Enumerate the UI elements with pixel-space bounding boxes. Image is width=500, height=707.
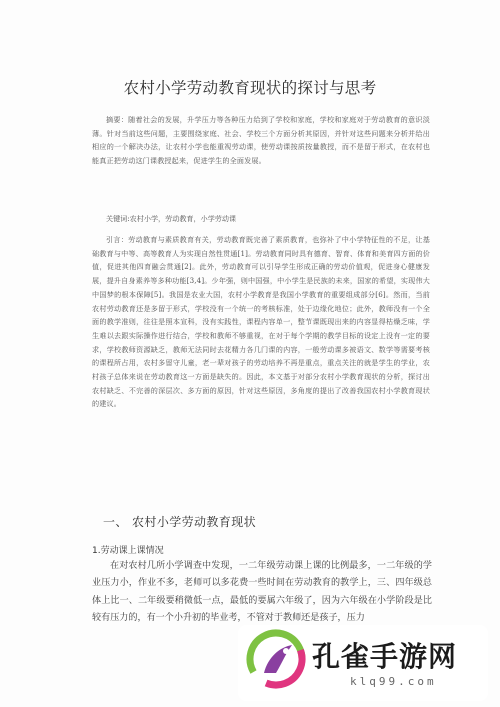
- subsection-heading: 1.劳动课上课情况: [92, 546, 164, 556]
- watermark-site-url: klq99.com: [350, 675, 437, 688]
- peacock-logo-icon: [246, 629, 306, 689]
- body-paragraph: 在对农村几所小学调查中发现，一二年级劳动课上课的比例最多，一二年级的学业压力小，作业不多，老师可以多花费一些时间在劳动教育的教学上，三、四年级总体上比一、二年级要稍微低一点，最低的要属六年级了，因为六年级在小学阶段是比较有压力的，有一个小升初的毕业考，不管对于教师还是孩子，压力: [92, 561, 432, 623]
- abstract-paragraph: 摘要：随着社会的发展，升学压力等各种压力给到了学校和家庭，学校和家庭对于劳动教育的意识淡薄。针对当前这些问题，主要围绕家庭、社会、学校三个方面分析其原因，并针对这些问题来分析并给出相应的一个解决办法，让农村小学也能重视劳动课，使劳动课按质按量教授，而不是留于形式，在农村也能真正把劳动这门课教授起来，促进学生的全面发展。: [92, 115, 430, 166]
- site-watermark: [238, 625, 488, 701]
- section-heading: 一、 农村小学劳动教育现状: [103, 515, 257, 529]
- introduction-paragraph: 引言：劳动教育与素质教育有关，劳动教育既完善了素质教育，也弥补了中小学特征性的不足，让基础教育与中等、高等教育人为实现自然性贯通[1]。劳动教育同时具有德育、智育、体育和美育四方面的价值，促进其他四育融会贯通[2]。此外，劳动教育可以引导学生形成正确的劳动价值观，促进身心健康发展，提升自身素养等多种功能[3,4]。少年强，则中国强，中小学生是民族的未来，国家的希望，实现伟大中国梦的根本保障[5]。我国是农业大国，农村小学教育是我国小学教育的重要组成部分[6]。然而，当前农村劳动教育还是多留于形式，学校没有一个统一的考核标准，处于边缘化地位；此外，教师没有一个全面的教学准则，往往是照本宣科，没有实践性，课程内容单一，整节课既现出来的内容显得枯燥乏味，学生难以去跟实际操作进行结合，学校和教师不够重视，在对于每个学期的教学目标的设定上没有一定的要求，学校教师资源缺乏，教师无法同时去花精力各几门课的内容，一般劳动课多被语文、数学等需要考核的课程所占用，农村多留守儿童，老一辈对孩子的劳动培养不再是重点，重点关注的就是学生的学业，农村孩子总体来说在劳动教育这一方面是缺失的。因此，本文基于对部分农村小学教育现状的分析，探讨出农村缺乏、不完善的深层次、多方面的原因，针对这些原因，多角度的提出了改善我国农村小学教育现状的建议。: [92, 235, 430, 409]
- keywords-line: 关键词:农村小学，劳动教育，小学劳动课: [106, 214, 237, 223]
- watermark-site-name: 孔雀手游网: [312, 640, 458, 673]
- document-title: 农村小学劳动教育现状的探讨与思考: [123, 79, 377, 97]
